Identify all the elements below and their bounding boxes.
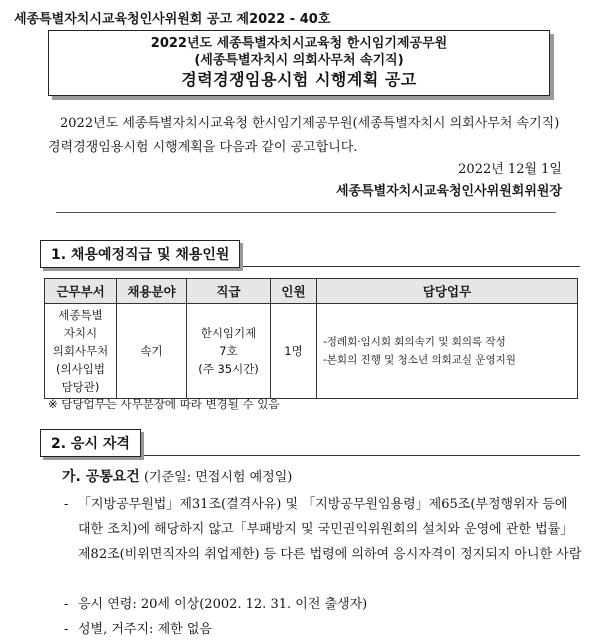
duty-line: -정례회·임시회 회의속기 및 회의록 작성	[323, 336, 506, 348]
title-line-2: (세종특별자치시 의회사무처 속기직)	[194, 53, 404, 68]
cell-field: 속기	[117, 304, 187, 399]
grade-line: 한시임기제	[200, 326, 257, 340]
sub-note: (기준일: 면접시험 예정일)	[143, 470, 293, 485]
grade-line: 7호	[219, 344, 238, 358]
title-box	[48, 30, 550, 96]
dept-line: 세종특별	[58, 308, 103, 322]
table-header-count: 인원	[271, 279, 317, 304]
positions-table	[44, 278, 578, 399]
title-line-1: 2022년도 세종특별자치시교육청 한시임기제공무원	[150, 36, 448, 51]
section-2-heading: 2. 응시 자격	[40, 429, 141, 457]
common-requirements-heading	[62, 466, 292, 486]
grade-line: (주 35시간)	[198, 362, 259, 376]
list-item-text: 응시 연령: 20세 이상(2002. 12. 31. 이전 출생자)	[78, 597, 368, 612]
divider	[56, 212, 556, 213]
cell-dept	[45, 304, 117, 399]
duty-line: -본회의 진행 및 청소년 의회교실 운영지원	[323, 354, 516, 366]
table-header-field: 채용분야	[117, 279, 187, 304]
dept-line: 의회사무처	[52, 344, 109, 358]
list-item-text: 「지방공무원법」제31조(결격사유) 및 「지방공무원임용령」제65조(부정행위자 등에 대한 조치)에 해당하지 않고「부패방지 및 국민권익위원회의 설치와 운영에 관한 법률」제82조(비위면직자의 취업제한) 등 다른 법령에 의하여 응시자격이 정지되지 아니한 사람	[78, 497, 582, 562]
intro-paragraph: 2022년도 세종특별자치시교육청 한시임기제공무원(세종특별자치시 의회사무처 속기직) 경력경쟁임용시험 시행계획을 다음과 같이 공고합니다.	[48, 116, 560, 155]
sub-title: 가. 공통요건	[62, 469, 140, 485]
table-header-grade: 직급	[187, 279, 271, 304]
list-item-text: 성별, 거주지: 제한 없음	[78, 622, 212, 637]
cell-duty	[317, 304, 578, 399]
notice-date: 2022년 12월 1일	[458, 162, 562, 177]
issuer: 세종특별자치시교육청인사위원회위원장	[335, 184, 562, 199]
list-item	[64, 592, 584, 617]
cell-grade	[187, 304, 271, 399]
table-header-row	[45, 279, 578, 304]
bullet-dash: -	[64, 622, 69, 637]
table-header-duty: 담당업무	[317, 279, 578, 304]
title-line-3: 경력경쟁임용시험 시행계획 공고	[181, 70, 417, 89]
table-note: ※ 담당업무는 사무분장에 따라 변경될 수 있음	[48, 397, 280, 411]
table-row	[45, 304, 578, 399]
section-1-heading: 1. 채용예정직급 및 채용인원	[40, 240, 240, 268]
notice-number: 세종특별자치시교육청인사위원회 공고 제2022 - 40호	[14, 12, 331, 27]
bullet-dash: -	[64, 497, 69, 512]
bullet-dash: -	[64, 597, 69, 612]
list-item	[64, 492, 584, 567]
table-header-dept: 근무부서	[45, 279, 117, 304]
list-item	[64, 617, 584, 642]
dept-line: 자치시	[63, 326, 98, 340]
dept-line: 담당관)	[61, 380, 100, 394]
cell-count: 1명	[271, 304, 317, 399]
dept-line: (의사입법	[56, 362, 105, 376]
